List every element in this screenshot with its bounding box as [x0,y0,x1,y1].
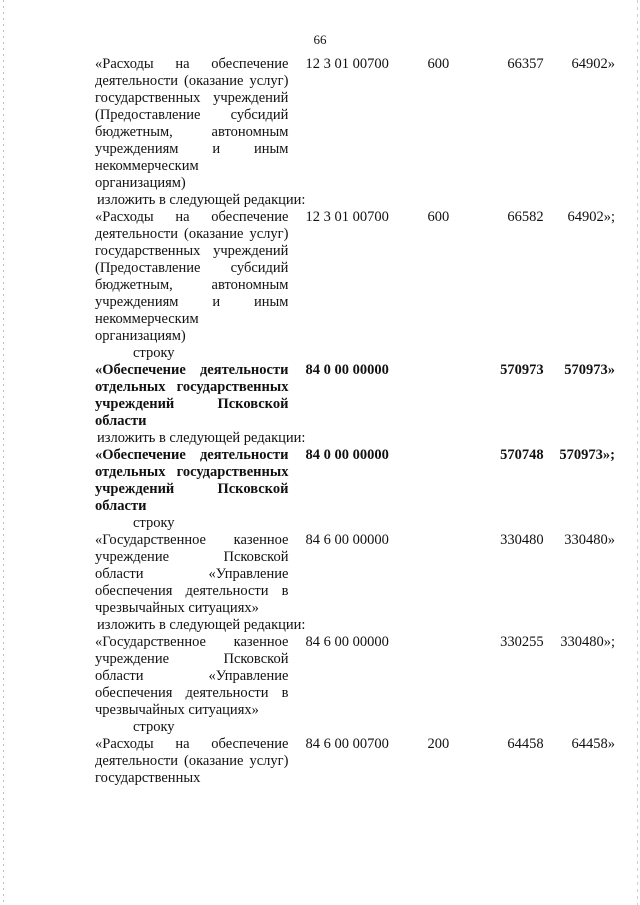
amendment-instruction: изложить в следующей редакции: [97,617,306,633]
amount-year-2: 330480»; [560,634,615,650]
amendment-instruction: изложить в следующей редакции: [97,192,306,208]
scan-left-edge [3,0,4,905]
expense-name: «Обеспечение деятельности отдельных государственных учреждений Псковской области [95,447,289,514]
expense-type-code: 200 [427,736,450,752]
row-marker: строку [133,515,175,531]
amount-year-1: 330480 [500,532,544,548]
target-article-code: 84 6 00 00000 [305,634,389,650]
amount-year-1: 570748 [500,447,544,463]
target-article-code: 84 0 00 00000 [305,447,389,463]
target-article-code: 12 3 01 00700 [305,209,389,225]
expense-name: «Расходы на обеспечение деятельности (оказание услуг) государственных [95,736,289,786]
expense-name: «Обеспечение деятельности отдельных государственных учреждений Псковской области [95,362,289,429]
table-row [95,362,615,430]
amount-year-2: 570973» [564,362,615,378]
row-marker: строку [133,345,175,361]
table-row [95,736,615,787]
table-row [95,447,615,515]
target-article-code: 84 6 00 00000 [305,532,389,548]
target-article-code: 12 3 01 00700 [305,56,389,72]
scan-right-edge [637,0,638,905]
amount-year-2: 570973»; [559,447,615,463]
table-row [95,634,615,719]
amount-year-1: 64458 [507,736,544,752]
expense-name: «Государственное казенное учреждение Псковской области «Управление обеспечения деятельности в чрезвычайных ситуациях» [95,532,289,616]
table-row [95,209,615,345]
expense-type-code: 600 [427,209,450,225]
amount-year-1: 570973 [500,362,544,378]
table-row [95,532,615,617]
amount-year-1: 66582 [507,209,544,225]
amount-year-2: 330480» [564,532,615,548]
target-article-code: 84 0 00 00000 [305,362,389,378]
amount-year-1: 66357 [507,56,544,72]
amount-year-2: 64902» [571,56,615,72]
expense-type-code: 600 [427,56,450,72]
expense-name: «Расходы на обеспечение деятельности (оказание услуг) государственных учреждений (Предоставление субсидий бюджетным, автономным учреждениям и иным некоммерческим организациям) [95,56,289,191]
expense-name: «Государственное казенное учреждение Псковской области «Управление обеспечения деятельности в чрезвычайных ситуациях» [95,634,289,718]
table-row [95,56,615,192]
amount-year-2: 64902»; [567,209,615,225]
target-article-code: 84 6 00 00700 [305,736,389,752]
expense-name: «Расходы на обеспечение деятельности (оказание услуг) государственных учреждений (Предоставление субсидий бюджетным, автономным учреждениям и иным некоммерческим организациям) [95,209,289,344]
document-body [95,56,615,787]
row-marker: строку [133,719,175,735]
amount-year-1: 330255 [500,634,544,650]
amount-year-2: 64458» [571,736,615,752]
amendment-instruction: изложить в следующей редакции: [97,430,306,446]
page-number: 66 [313,32,327,47]
